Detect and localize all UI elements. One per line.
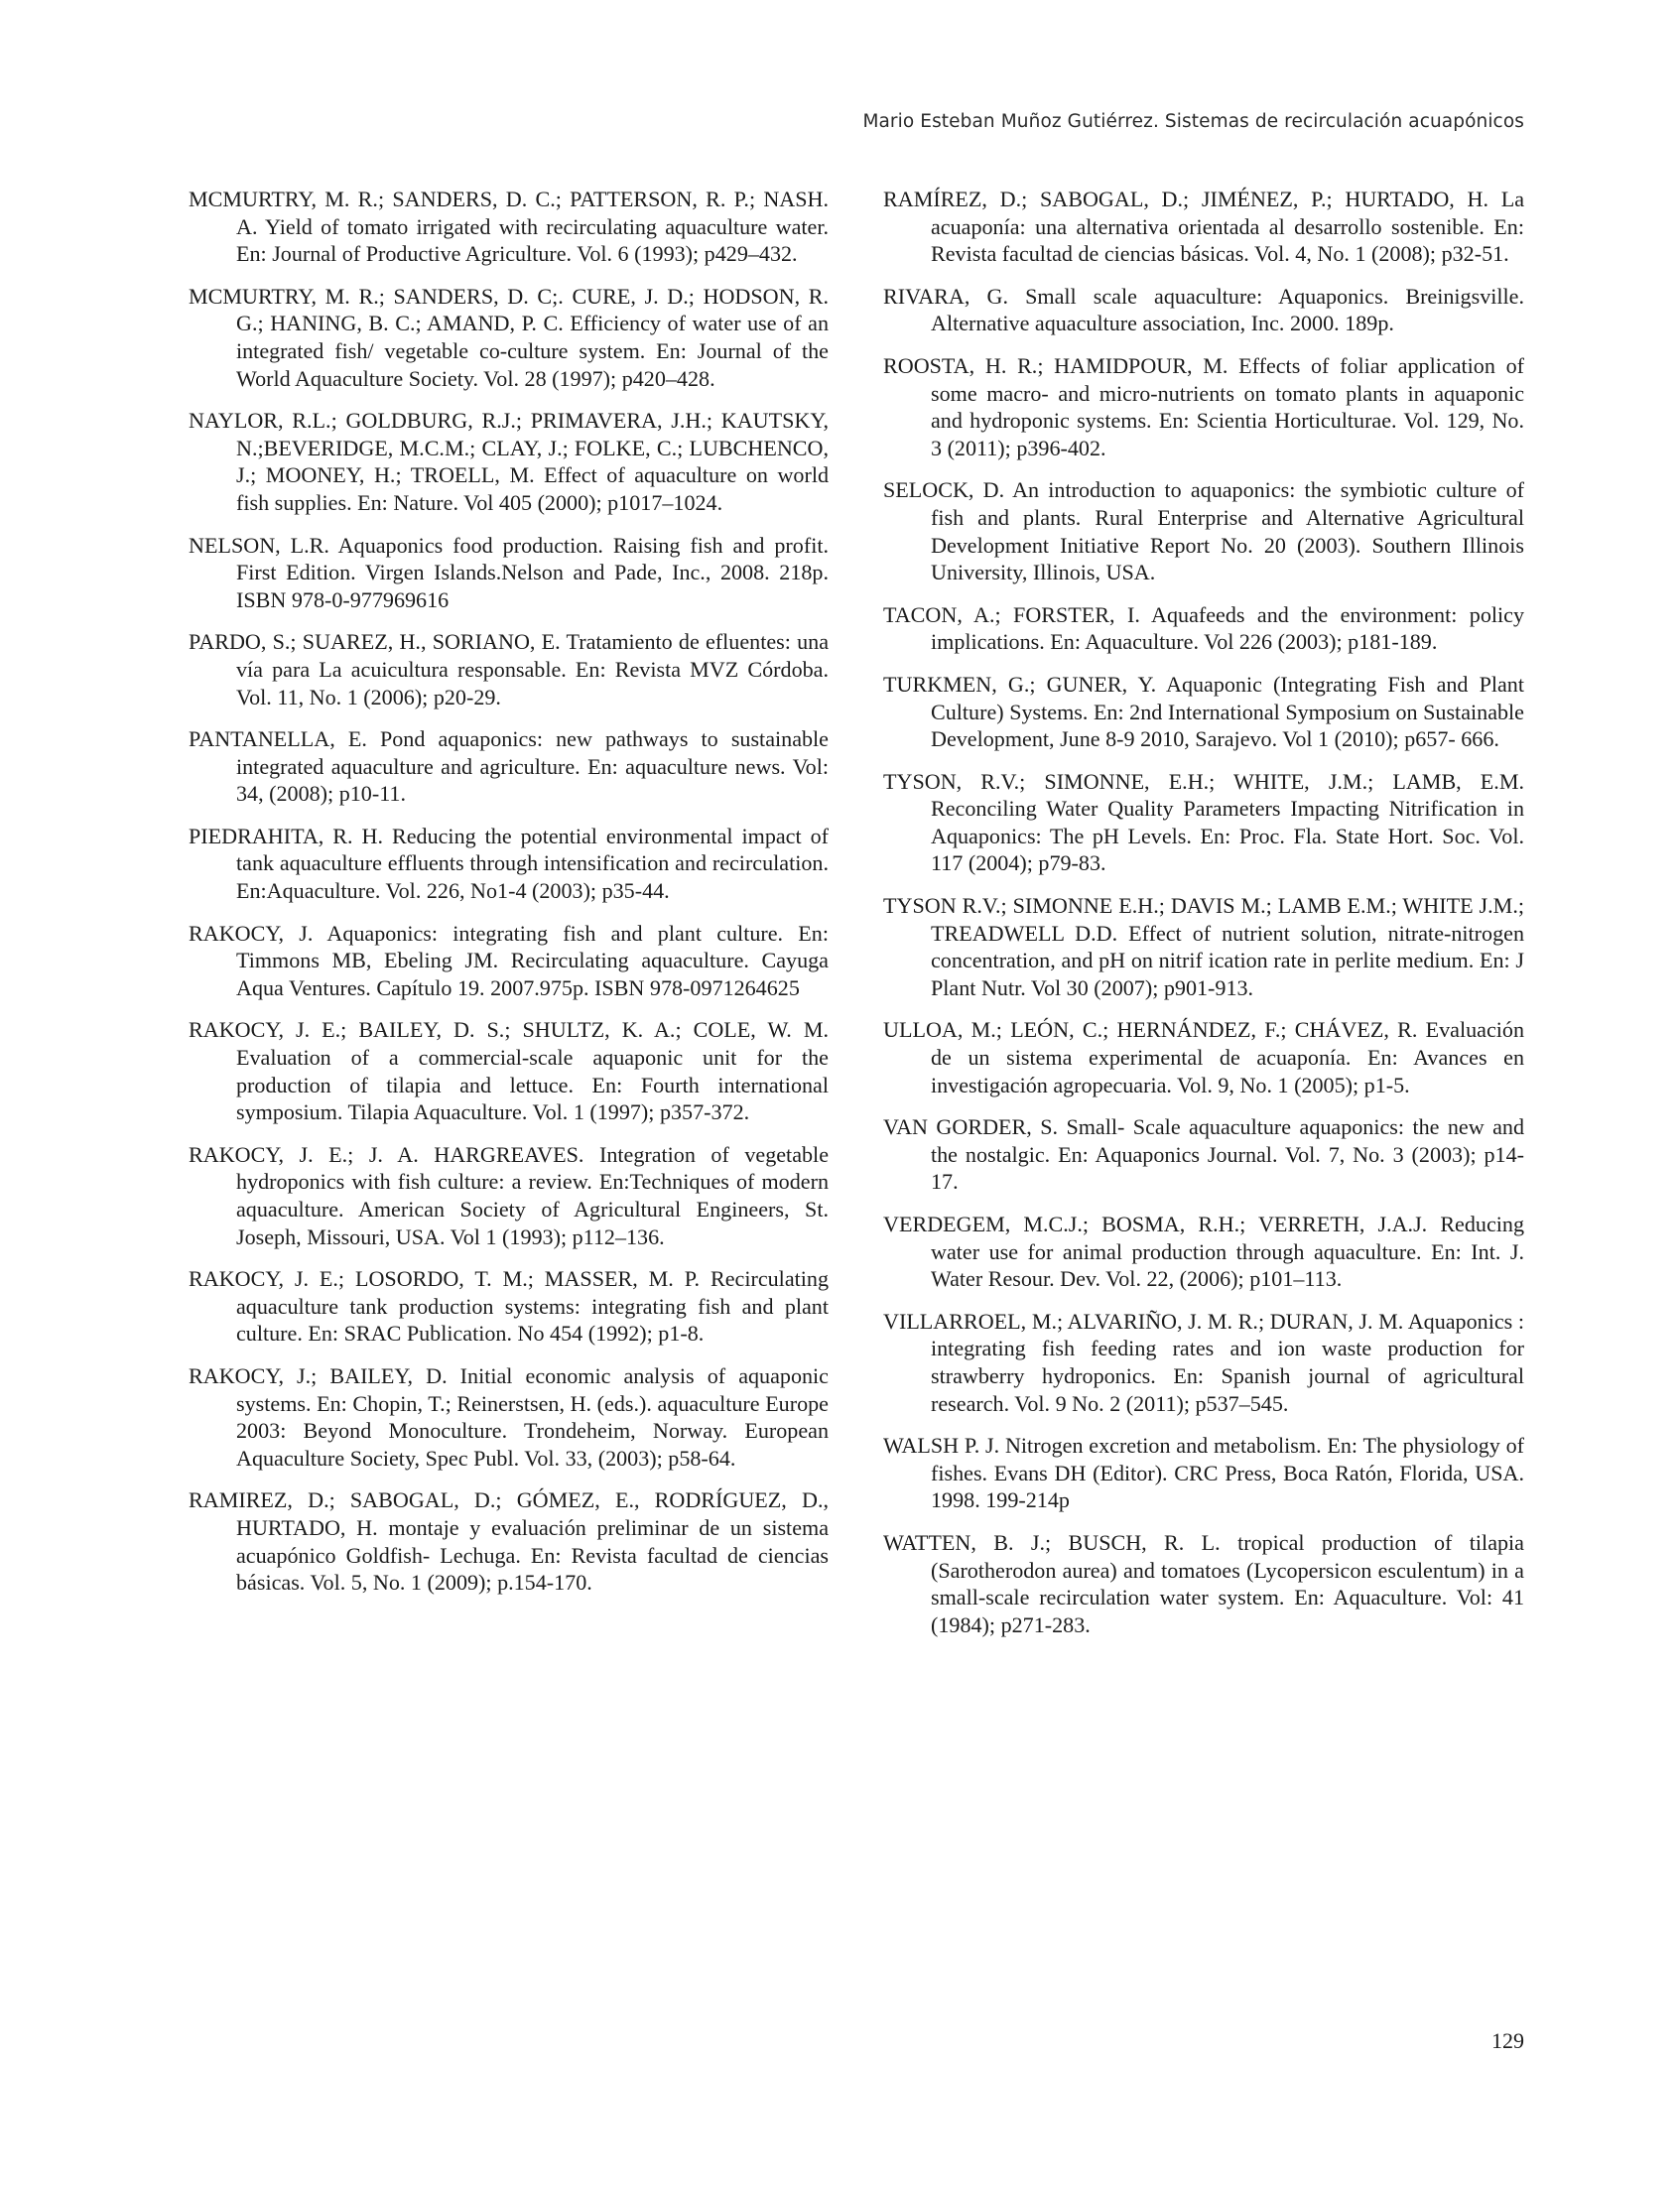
reference-entry: ULLOA, M.; LEÓN, C.; HERNÁNDEZ, F.; CHÁVEZ, R. Evaluación de un sistema experimental de acuaponía. En: Avances en investigación agropecuaria. Vol. 9, No. 1 (2005); p1-5. (883, 1017, 1524, 1097)
page-number: 129 (1491, 2028, 1524, 2053)
reference-entry: SELOCK, D. An introduction to aquaponics: the symbiotic culture of fish and plants. Rural Enterprise and Alternative Agricultural Development Initiative Report No. 20 (2003). Southern Illinois University, Illinois, USA. (883, 477, 1524, 585)
reference-entry: TACON, A.; FORSTER, I. Aquafeeds and the environment: policy implications. En: Aquaculture. Vol 226 (2003); p181-189. (883, 601, 1524, 655)
reference-entry: VERDEGEM, M.C.J.; BOSMA, R.H.; VERRETH, J.A.J. Reducing water use for animal production through aquaculture. En: Int. J. Water Resour. Dev. Vol. 22, (2006); p101–113. (883, 1212, 1524, 1292)
reference-entry: VAN GORDER, S. Small- Scale aquaculture aquaponics: the new and the nostalgic. En: Aquaponics Journal. Vol. 7, No. 3 (2003); p14-17. (883, 1114, 1524, 1195)
reference-entry: ROOSTA, H. R.; HAMIDPOUR, M. Effects of foliar application of some macro- and micro-nutrients on tomato plants in aquaponic and hydroponic systems. En: Scientia Horticulturae. Vol. 129, No. 3 (2011); p396-402. (883, 352, 1524, 460)
reference-entry: RIVARA, G. Small scale aquaculture: Aquaponics. Breinigsville. Alternative aquaculture association, Inc. 2000. 189p. (883, 283, 1524, 336)
references-column-left (189, 186, 829, 1611)
reference-entry: MCMURTRY, M. R.; SANDERS, D. C;. CURE, J. D.; HODSON, R. G.; HANING, B. C.; AMAND, P. C. Efficiency of water use of an integrated fish/ vegetable co-culture system. En: Journal of the World Aquaculture Society. Vol. 28 (1997); p420–428. (189, 283, 829, 391)
reference-entry: RAKOCY, J. Aquaponics: integrating fish and plant culture. En: Timmons MB, Ebeling JM. Recirculating aquaculture. Cayuga Aqua Ventures. Capítulo 19. 2007.975p. ISBN 978-0971264625 (189, 920, 829, 1000)
reference-entry: RAMIREZ, D.; SABOGAL, D.; GÓMEZ, E., RODRÍGUEZ, D., HURTADO, H. montaje y evaluación preliminar de un sistema acuapónico Goldfish- Lechuga. En: Revista facultad de ciencias básicas. Vol. 5, No. 1 (2009); p.154-170. (189, 1487, 829, 1596)
reference-entry: PARDO, S.; SUAREZ, H., SORIANO, E. Tratamiento de efluentes: una vía para La acuicultura responsable. En: Revista MVZ Córdoba. Vol. 11, No. 1 (2006); p20-29. (189, 629, 829, 709)
reference-entry: VILLARROEL, M.; ALVARIÑO, J. M. R.; DURAN, J. M. Aquaponics : integrating fish feeding rates and ion waste production for strawberry hydroponics. En: Spanish journal of agricultural research. Vol. 9 No. 2 (2011); p537–545. (883, 1308, 1524, 1416)
reference-entry: TYSON R.V.; SIMONNE E.H.; DAVIS M.; LAMB E.M.; WHITE J.M.; TREADWELL D.D. Effect of nutrient solution, nitrate-nitrogen concentration, and pH on nitrif ication rate in perlite medium. En: J Plant Nutr. Vol 30 (2007); p901-913. (883, 893, 1524, 1000)
reference-entry: RAKOCY, J. E.; J. A. HARGREAVES. Integration of vegetable hydroponics with fish culture: a review. En:Techniques of modern aquaculture. American Society of Agricultural Engineers, St. Joseph, Missouri, USA. Vol 1 (1993); p112–136. (189, 1141, 829, 1249)
reference-entry: MCMURTRY, M. R.; SANDERS, D. C.; PATTERSON, R. P.; NASH. A. Yield of tomato irrigated with recirculating aquaculture water. En: Journal of Productive Agriculture. Vol. 6 (1993); p429–432. (189, 187, 829, 267)
reference-entry: RAMÍREZ, D.; SABOGAL, D.; JIMÉNEZ, P.; HURTADO, H. La acuaponía: una alternativa orientada al desarrollo sostenible. En: Revista facultad de ciencias básicas. Vol. 4, No. 1 (2008); p32-51. (883, 187, 1524, 267)
reference-entry: RAKOCY, J. E.; BAILEY, D. S.; SHULTZ, K. A.; COLE, W. M. Evaluation of a commercial-scale aquaponic unit for the production of tilapia and lettuce. En: Fourth international symposium. Tilapia Aquaculture. Vol. 1 (1997); p357-372. (189, 1017, 829, 1125)
running-header: Mario Esteban Muñoz Gutiérrez. Sistemas de recirculación acuapónicos (862, 111, 1524, 132)
reference-entry: NAYLOR, R.L.; GOLDBURG, R.J.; PRIMAVERA, J.H.; KAUTSKY, N.;BEVERIDGE, M.C.M.; CLAY, J.; FOLKE, C.; LUBCHENCO, J.; MOONEY, H.; TROELL, M. Effect of aquaculture on world fish supplies. En: Nature. Vol 405 (2000); p1017–1024. (189, 408, 829, 515)
reference-entry: RAKOCY, J.; BAILEY, D. Initial economic analysis of aquaponic systems. En: Chopin, T.; Reinerstsen, H. (eds.). aquaculture Europe 2003: Beyond Monoculture. Trondeheim, Norway. European Aquaculture Society, Spec Publ. Vol. 33, (2003); p58-64. (189, 1362, 829, 1471)
reference-entry: PIEDRAHITA, R. H. Reducing the potential environmental impact of tank aquaculture effluents through intensification and recirculation. En:Aquaculture. Vol. 226, No1-4 (2003); p35-44. (189, 823, 829, 904)
reference-entry: WALSH P. J. Nitrogen excretion and metabolism. En: The physiology of fishes. Evans DH (Editor). CRC Press, Boca Ratón, Florida, USA. 1998. 199-214p (883, 1433, 1524, 1513)
reference-entry: TURKMEN, G.; GUNER, Y. Aquaponic (Integrating Fish and Plant Culture) Systems. En: 2nd International Symposium on Sustainable Development, June 8-9 2010, Sarajevo. Vol 1 (2010); p657- 666. (883, 671, 1524, 752)
reference-entry: TYSON, R.V.; SIMONNE, E.H.; WHITE, J.M.; LAMB, E.M. Reconciling Water Quality Parameters Impacting Nitrification in Aquaponics: The pH Levels. En: Proc. Fla. State Hort. Soc. Vol. 117 (2004); p79-83. (883, 768, 1524, 876)
reference-entry: RAKOCY, J. E.; LOSORDO, T. M.; MASSER, M. P. Recirculating aquaculture tank production systems: integrating fish and plant culture. En: SRAC Publication. No 454 (1992); p1-8. (189, 1266, 829, 1347)
reference-entry: WATTEN, B. J.; BUSCH, R. L. tropical production of tilapia (Sarotherodon aurea) and tomatoes (Lycopersicon esculentum) in a small-scale recirculation water system. En: Aquaculture. Vol: 41 (1984); p271-283. (883, 1529, 1524, 1637)
reference-entry: PANTANELLA, E. Pond aquaponics: new pathways to sustainable integrated aquaculture and agriculture. En: aquaculture news. Vol: 34, (2008); p10-11. (189, 726, 829, 807)
references-column-right (883, 186, 1524, 1653)
reference-entry: NELSON, L.R. Aquaponics food production. Raising fish and profit. First Edition. Virgen Islands.Nelson and Pade, Inc., 2008. 218p. ISBN 978-0-977969616 (189, 532, 829, 612)
